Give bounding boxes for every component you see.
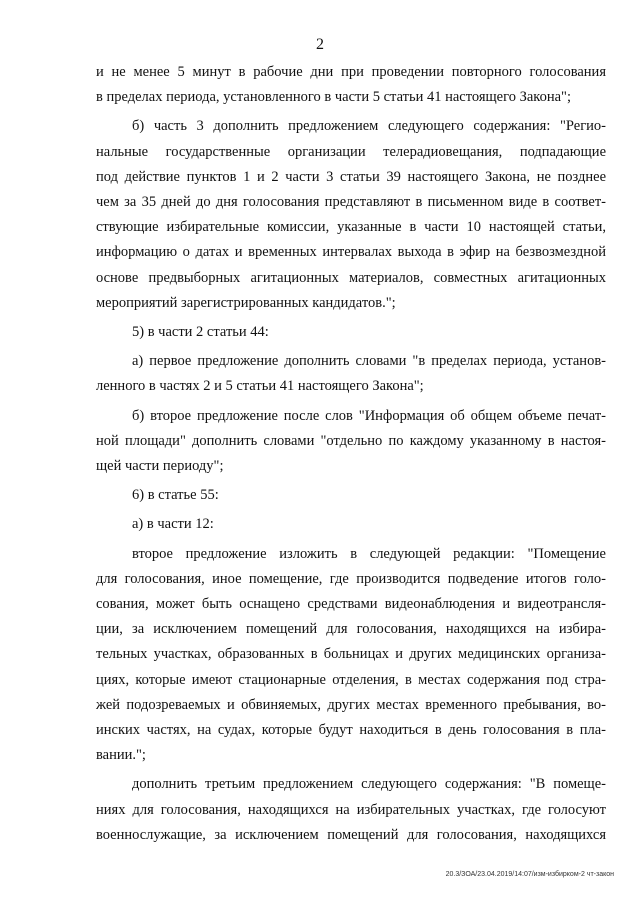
text-line: циях, которые имеют стационарные отделения, в местах содержания под стра- bbox=[96, 671, 606, 688]
text-line: а) первое предложение дополнить словами "в пределах периода, установ- bbox=[132, 353, 606, 370]
text-line: в пределах периода, установленного в части 5 статьи 41 настоящего Закона"; bbox=[96, 89, 571, 106]
text-line: мероприятий зарегистрированных кандидатов."; bbox=[96, 294, 396, 311]
text-line: под действие пунктов 1 и 2 части 3 статьи 39 настоящего Закона, не позднее bbox=[96, 168, 606, 185]
document-body bbox=[96, 60, 606, 848]
text-line: б) часть 3 дополнить предложением следующего содержания: "Регио- bbox=[132, 118, 606, 135]
text-line: ции, за исключением помещений для голосования, находящихся на избира- bbox=[96, 621, 606, 638]
text-line: основе предвыборных агитационных материалов, совместных агитационных bbox=[96, 269, 606, 286]
text-line: ниях для голосования, находящихся на избирательных участках, где голосуют bbox=[96, 801, 606, 818]
text-line: ствующие избирательные комиссии, указанные в части 10 настоящей статьи, bbox=[96, 219, 606, 236]
text-line: нальные государственные организации телерадиовещания, подпадающие bbox=[96, 143, 606, 160]
text-line: б) второе предложение после слов "Информация об общем объеме печат- bbox=[132, 407, 606, 424]
text-line: второе предложение изложить в следующей редакции: "Помещение bbox=[132, 545, 606, 562]
text-line: сования, может быть оснащено средствами видеонаблюдения и видеотрансля- bbox=[96, 596, 606, 613]
text-line: щей части периоду"; bbox=[96, 458, 224, 475]
text-line: для голосования, иное помещение, где производится подведение итогов голо- bbox=[96, 570, 606, 587]
text-line: чем за 35 дней до дня голосования представляют в письменном виде в соответ- bbox=[96, 194, 606, 211]
text-line: а) в части 12: bbox=[132, 516, 214, 533]
text-line: военнослужащие, за исключением помещений для голосования, находящихся bbox=[96, 826, 606, 843]
text-line: и не менее 5 минут в рабочие дни при проведении повторного голосования bbox=[96, 64, 606, 80]
text-line: инских частях, на судах, которые будут находиться в день голосования в пла- bbox=[96, 722, 606, 739]
text-line: ленного в частях 2 и 5 статьи 41 настоящего Закона"; bbox=[96, 378, 424, 395]
text-line: информацию о датах и временных интервалах выхода в эфир на безвозмездной bbox=[96, 244, 606, 261]
footer-stamp: 20.3/ЗОА/23.04.2019/14:07/изм-избирком-2 чт-закон bbox=[445, 871, 614, 878]
page-number: 2 bbox=[316, 36, 324, 53]
text-line: вании."; bbox=[96, 747, 146, 764]
text-line: дополнить третьим предложением следующего содержания: "В помеще- bbox=[132, 776, 606, 793]
text-line: тельных участках, образованных в больницах и других медицинских организа- bbox=[96, 646, 606, 663]
text-line: 6) в статье 55: bbox=[132, 487, 219, 504]
text-line: жей подозреваемых и обвиняемых, других местах временного пребывания, во- bbox=[96, 696, 606, 713]
text-line: ной площади" дополнить словами "отдельно по каждому указанному в настоя- bbox=[96, 432, 606, 449]
text-line: 5) в части 2 статьи 44: bbox=[132, 324, 269, 341]
